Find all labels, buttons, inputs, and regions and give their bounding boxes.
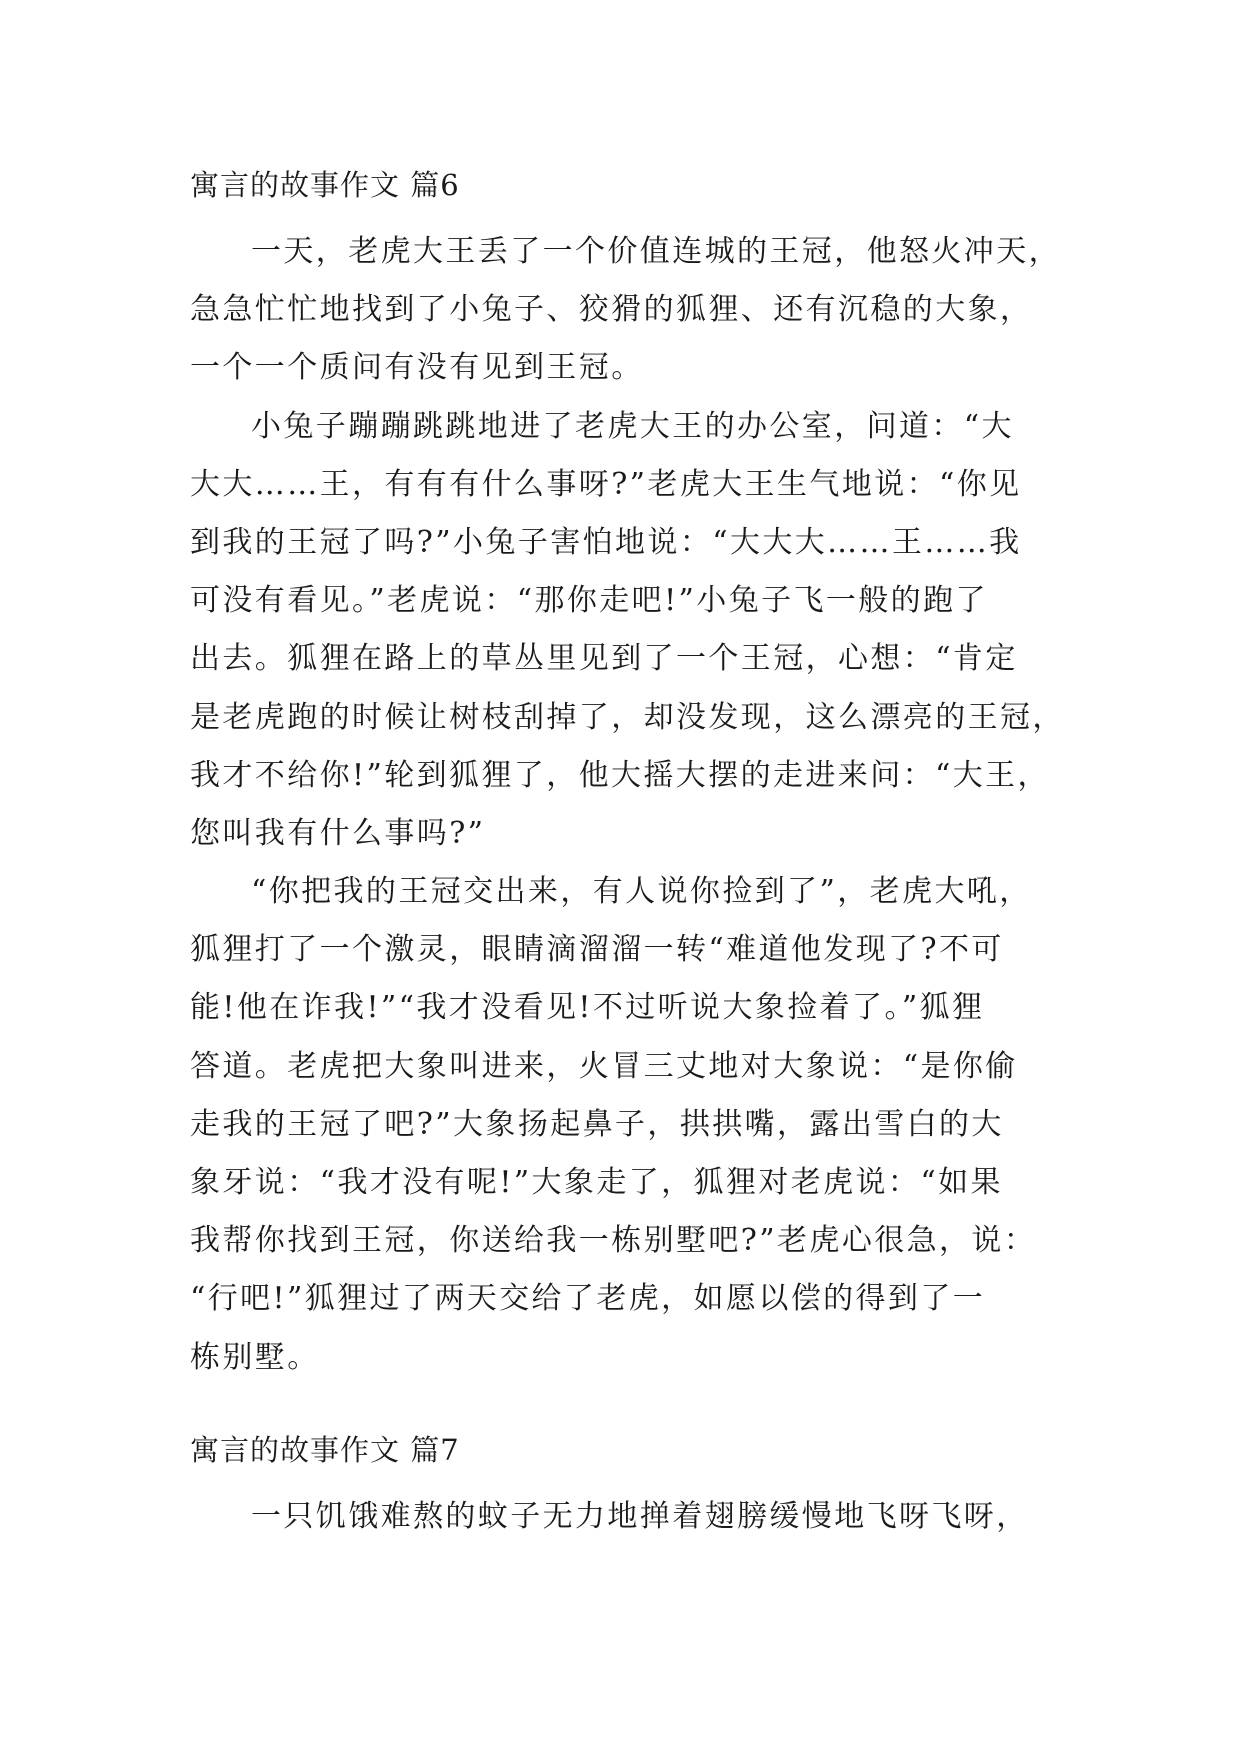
text-line: 一天，老虎大王丢了一个价值连城的王冠，他怒火冲天， — [251, 234, 1061, 269]
section-heading: 寓言的故事作文 篇7 — [190, 1433, 460, 1467]
text-line: 答道。老虎把大象叫进来，火冒三丈地对大象说：“是你偷 — [190, 1048, 1018, 1084]
text-line: 象牙说：“我才没有呢!”大象走了，狐狸对老虎说：“如果 — [190, 1165, 1003, 1200]
text-line: 出去。狐狸在路上的草丛里见到了一个王冠，心想：“肯定 — [190, 641, 1018, 677]
text-line: 是老虎跑的时候让树枝刮掉了，却没发现，这么漂亮的王冠， — [190, 699, 1065, 735]
text-line: 一只饥饿难熬的蚊子无力地掸着翅膀缓慢地飞呀飞呀， — [251, 1499, 1029, 1534]
text-line: 到我的王冠了吗?”小兔子害怕地说：“大大大……王……我 — [190, 524, 1022, 560]
section-heading: 寓言的故事作文 篇6 — [190, 168, 460, 202]
text-line: 一个一个质问有没有见到王冠。 — [190, 350, 644, 386]
text-line: 栋别墅。 — [190, 1339, 320, 1375]
section-7 — [190, 1430, 1080, 1546]
text-line: 我帮你找到王冠，你送给我一栋别墅吧?”老虎心很急，说： — [190, 1223, 1037, 1259]
text-line: 能!他在诈我!”“我才没看见!不过听说大象捡着了。”狐狸 — [190, 990, 985, 1026]
text-line: 急急忙忙地找到了小兔子、狡猾的狐狸、还有沉稳的大象， — [190, 292, 1033, 328]
text-line: 可没有看见。”老虎说：“那你走吧!”小兔子飞一般的跑了 — [190, 583, 988, 619]
text-line: “行吧!”狐狸过了两天交给了老虎，如愿以偿的得到了一 — [190, 1281, 986, 1317]
text-line: 走我的王冠了吧?”大象扬起鼻子，拱拱嘴，露出雪白的大 — [190, 1106, 1004, 1142]
text-line: 狐狸打了一个激灵，眼睛滴溜溜一转“难道他发现了?不可 — [190, 932, 1004, 968]
text-line: “你把我的王冠交出来，有人说你捡到了”，老虎大吼， — [251, 874, 1032, 910]
text-line: 小兔子蹦蹦跳跳地进了老虎大王的办公室，问道：“大 — [251, 408, 1014, 444]
paragraph — [190, 1488, 1080, 1546]
paragraph — [190, 398, 1080, 864]
text-line: 大大……王，有有有什么事呀?”老虎大王生气地说：“你见 — [190, 466, 1022, 502]
text-line: 您叫我有什么事吗?” — [190, 815, 486, 851]
paragraph — [190, 223, 1080, 398]
section-6 — [190, 165, 1080, 1387]
text-line: 我才不给你!”轮到狐狸了，他大摇大摆的走进来问：“大王， — [190, 757, 1050, 793]
paragraph — [190, 863, 1080, 1387]
